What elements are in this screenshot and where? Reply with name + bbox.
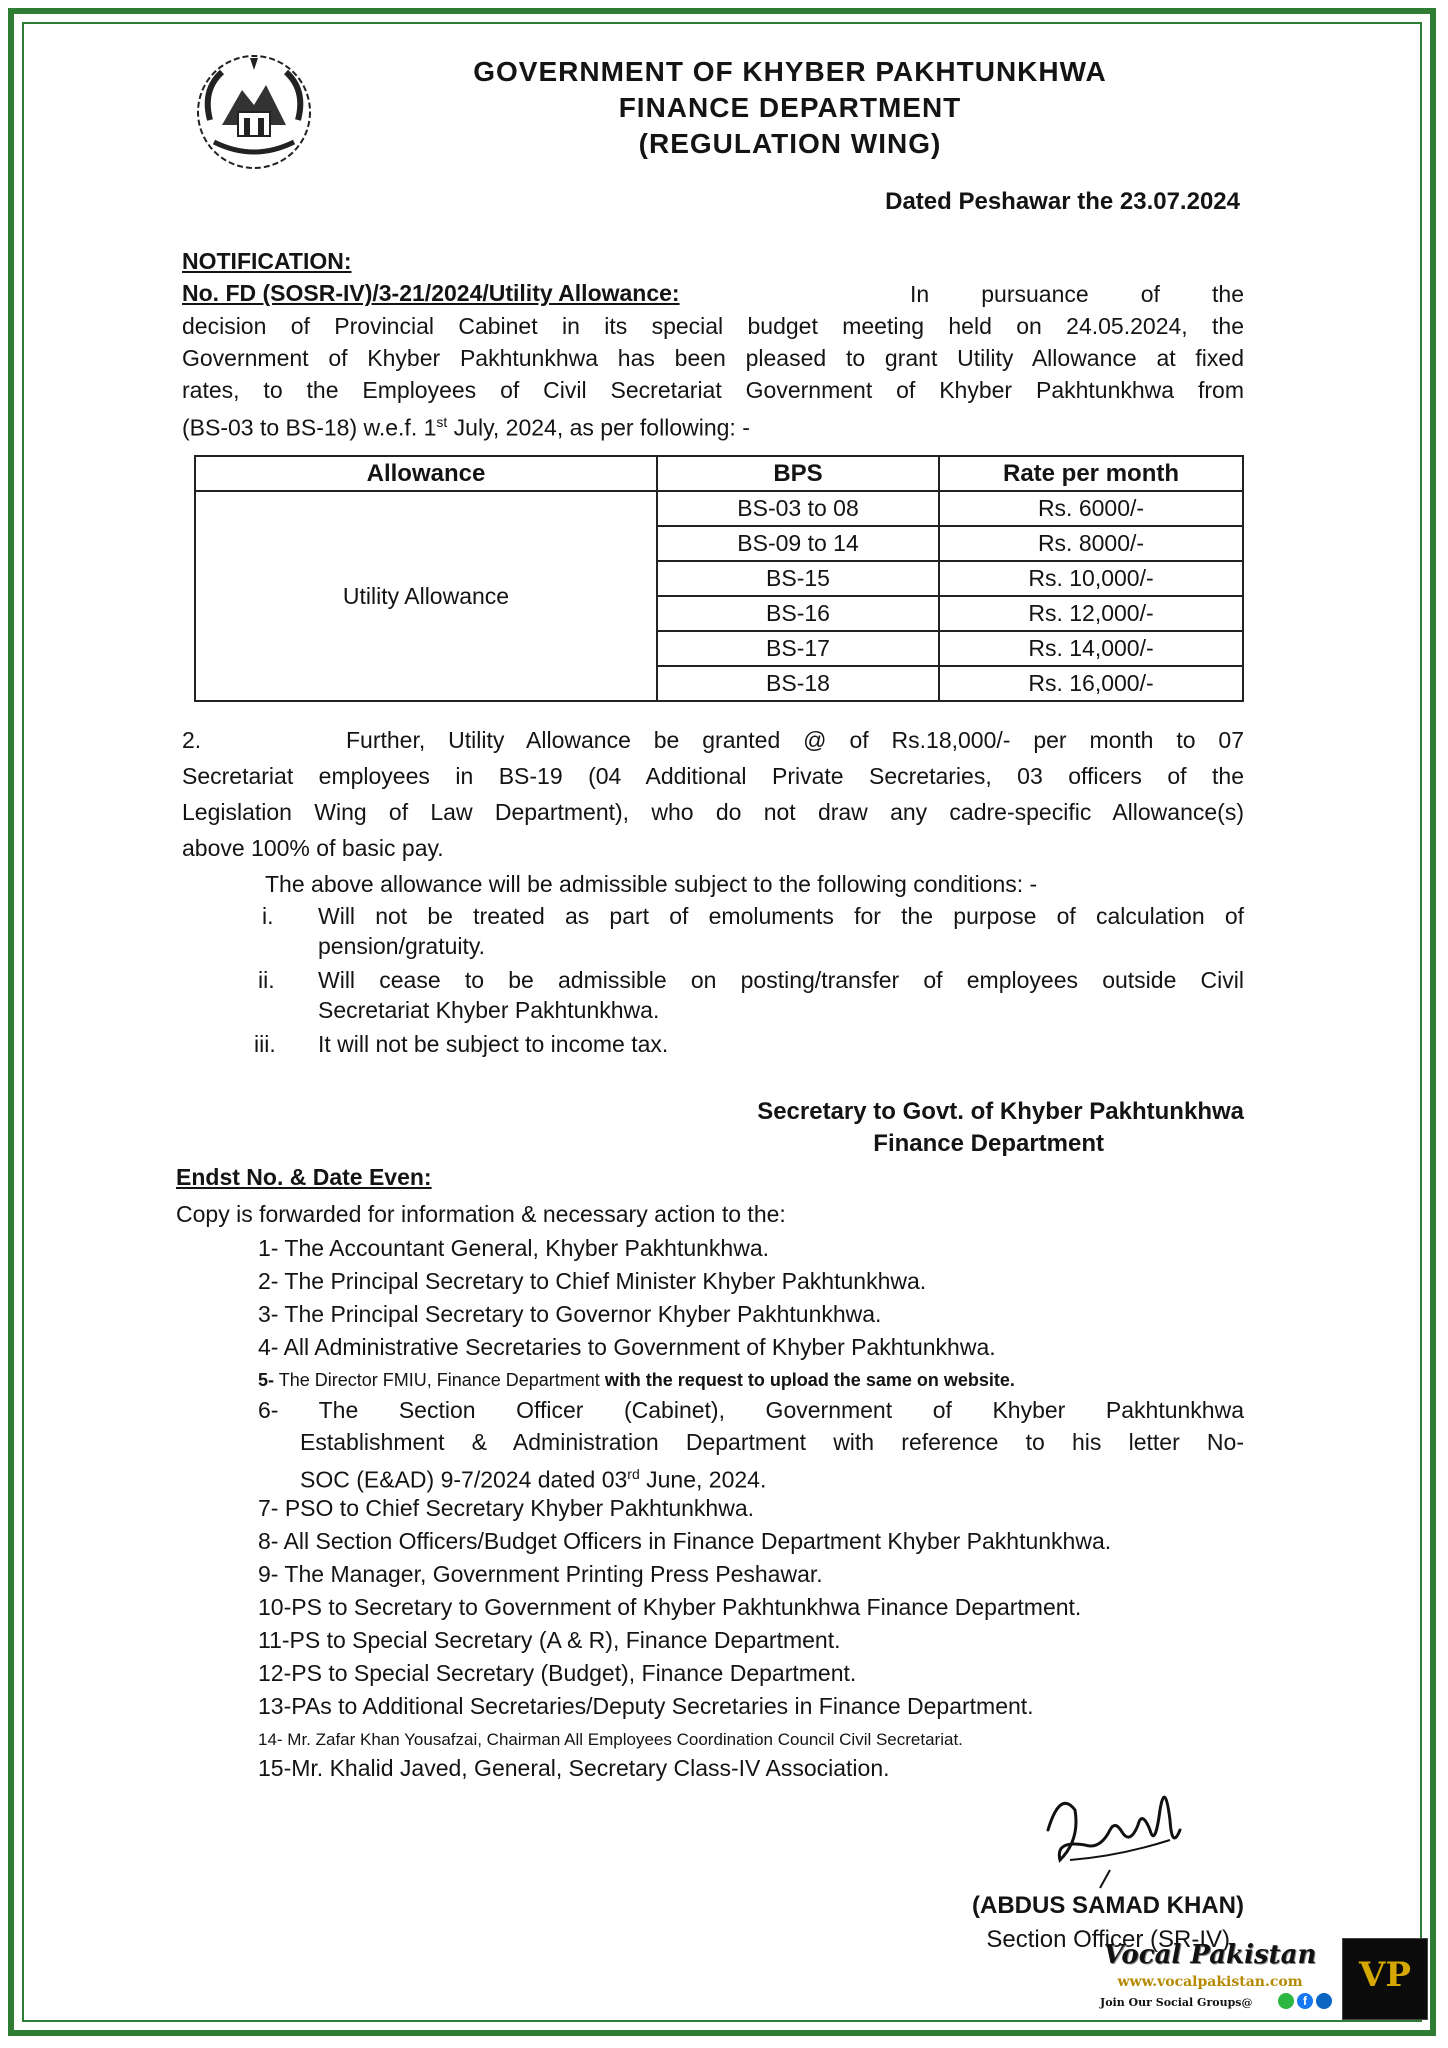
list-item: 6- The Section Officer (Cabinet), Government of Khyber Pakhtunkhwa — [258, 1397, 1244, 1423]
list-item: 1- The Accountant General, Khyber Pakhtunkhwa. — [258, 1235, 769, 1261]
list-text: The Director FMIU, Finance Department — [278, 1370, 605, 1390]
conditions-intro: The above allowance will be admissible subject to the following conditions: - — [265, 871, 1038, 897]
endorsement-intro: Copy is forwarded for information & necessary action to the: — [176, 1201, 786, 1227]
para1-line5-tail: July, 2024, as per following: - — [447, 414, 750, 441]
para1-line2: decision of Provincial Cabinet in its special budget meeting held on 24.05.2024, the — [182, 313, 1244, 339]
bps-cell: BS-09 to 14 — [657, 526, 939, 561]
whatsapp-icon[interactable] — [1278, 1993, 1294, 2009]
date-line: Dated Peshawar the 23.07.2024 — [885, 188, 1240, 215]
wing-title: (REGULATION WING) — [638, 128, 942, 159]
allowance-name-cell: Utility Allowance — [195, 491, 657, 701]
header-bps: BPS — [657, 456, 939, 491]
government-title: GOVERNMENT OF KHYBER PAKHTUNKHWA — [473, 56, 1107, 87]
rate-cell: Rs. 8000/- — [939, 526, 1243, 561]
list-item-continuation — [300, 1458, 766, 1496]
watermark-logo-text: VP — [1359, 1955, 1411, 1995]
secretary-designation: Secretary to Govt. of Khyber Pakhtunkhwa — [757, 1098, 1244, 1125]
watermark-social: Join Our Social Groups@ — [1100, 1996, 1253, 2009]
linkedin-icon[interactable] — [1316, 1993, 1332, 2009]
condition-text: Secretariat Khyber Pakhtunkhwa. — [318, 997, 660, 1023]
list-item — [258, 1364, 1015, 1396]
para2-line3: Legislation Wing of Law Department), who do not draw any cadre-specific Allowance(s) — [182, 799, 1244, 825]
table-header-row — [195, 456, 1243, 491]
list-item: 15-Mr. Khalid Javed, General, Secretary Class-IV Association. — [258, 1755, 890, 1781]
bps-cell: BS-17 — [657, 631, 939, 666]
department-title: FINANCE DEPARTMENT — [618, 92, 962, 123]
rate-cell: Rs. 12,000/- — [939, 596, 1243, 631]
rate-cell: Rs. 10,000/- — [939, 561, 1243, 596]
rate-cell: Rs. 16,000/- — [939, 666, 1243, 701]
list-number: 5- — [258, 1370, 275, 1390]
watermark-brand: Vocal Pakistan — [1103, 1940, 1317, 1970]
signatory-title: Section Officer (SR-IV) — [986, 1926, 1230, 1953]
signatory-name: (ABDUS SAMAD KHAN) — [972, 1892, 1244, 1919]
condition-text: pension/gratuity. — [318, 933, 486, 959]
header-rate: Rate per month — [939, 456, 1243, 491]
list-item: 14- Mr. Zafar Khan Yousafzai, Chairman All Employees Coordination Council Civil Secretariat. — [258, 1730, 963, 1749]
watermark-logo — [1342, 1938, 1428, 2020]
table-row — [195, 491, 1243, 526]
secretary-department: Finance Department — [873, 1130, 1104, 1157]
list-item: 7- PSO to Chief Secretary Khyber Pakhtunkhwa. — [258, 1495, 755, 1521]
para1-line3: Government of Khyber Pakhtunkhwa has been pleased to grant Utility Allowance at fixed — [182, 345, 1244, 371]
list-text: SOC (E&AD) 9-7/2024 dated 03 — [300, 1466, 628, 1493]
facebook-icon[interactable]: f — [1297, 1993, 1313, 2009]
para2-line2: Secretariat employees in BS-19 (04 Additional Private Secretaries, 03 officers of the — [182, 763, 1244, 789]
header-allowance: Allowance — [195, 456, 657, 491]
para1-line5-text: (BS-03 to BS-18) w.e.f. 1 — [182, 414, 437, 441]
list-item: 10-PS to Secretary to Government of Khyber Pakhtunkhwa Finance Department. — [258, 1594, 1082, 1620]
list-item: 12-PS to Special Secretary (Budget), Finance Department. — [258, 1660, 857, 1686]
para2-number: 2. — [182, 727, 202, 753]
list-item-continuation: Establishment & Administration Department with reference to his letter No- — [300, 1429, 1244, 1455]
rate-cell: Rs. 14,000/- — [939, 631, 1243, 666]
para2-line4: above 100% of basic pay. — [182, 835, 444, 861]
government-emblem-icon — [192, 50, 316, 174]
notification-number: No. FD (SOSR-IV)/3-21/2024/Utility Allowance: — [182, 280, 680, 306]
notification-heading: NOTIFICATION: — [182, 248, 352, 274]
list-text-bold: with the request to upload the same on website. — [604, 1370, 1015, 1390]
bps-cell: BS-18 — [657, 666, 939, 701]
condition-text: Will cease to be admissible on posting/transfer of employees outside Civil — [318, 967, 1244, 993]
para1-line1: In pursuance of the — [910, 281, 1244, 307]
watermark-url: www.vocalpakistan.com — [1117, 1974, 1303, 1990]
list-item: 13-PAs to Additional Secretaries/Deputy Secretaries in Finance Department. — [258, 1693, 1034, 1719]
utility-allowance-table — [194, 455, 1244, 702]
condition-number: iii. — [254, 1031, 276, 1057]
para1-line5 — [182, 406, 750, 444]
list-item: 2- The Principal Secretary to Chief Minister Khyber Pakhtunkhwa. — [258, 1268, 927, 1294]
condition-number: ii. — [258, 967, 275, 993]
condition-number: i. — [262, 903, 274, 929]
para1-line4: rates, to the Employees of Civil Secretariat Government of Khyber Pakhtunkhwa from — [182, 377, 1244, 403]
bps-cell: BS-16 — [657, 596, 939, 631]
condition-text: Will not be treated as part of emoluments for the purpose of calculation of — [318, 903, 1244, 929]
list-item: 9- The Manager, Government Printing Press Peshawar. — [258, 1561, 823, 1587]
condition-text: It will not be subject to income tax. — [318, 1031, 669, 1057]
bps-cell: BS-03 to 08 — [657, 491, 939, 526]
list-item: 3- The Principal Secretary to Governor Khyber Pakhtunkhwa. — [258, 1301, 882, 1327]
list-item: 4- All Administrative Secretaries to Government of Khyber Pakhtunkhwa. — [258, 1334, 996, 1360]
superscript: st — [436, 414, 448, 430]
handwritten-signature — [1030, 1770, 1200, 1890]
endorsement-heading: Endst No. & Date Even: — [176, 1164, 432, 1190]
list-text: June, 2024. — [639, 1466, 767, 1493]
superscript: rd — [627, 1466, 640, 1482]
list-item: 11-PS to Special Secretary (A & R), Finance Department. — [258, 1627, 841, 1653]
bps-cell: BS-15 — [657, 561, 939, 596]
para2-line1: Further, Utility Allowance be granted @ of Rs.18,000/- per month to 07 — [346, 727, 1244, 753]
list-item: 8- All Section Officers/Budget Officers in Finance Department Khyber Pakhtunkhwa. — [258, 1528, 1112, 1554]
rate-cell: Rs. 6000/- — [939, 491, 1243, 526]
